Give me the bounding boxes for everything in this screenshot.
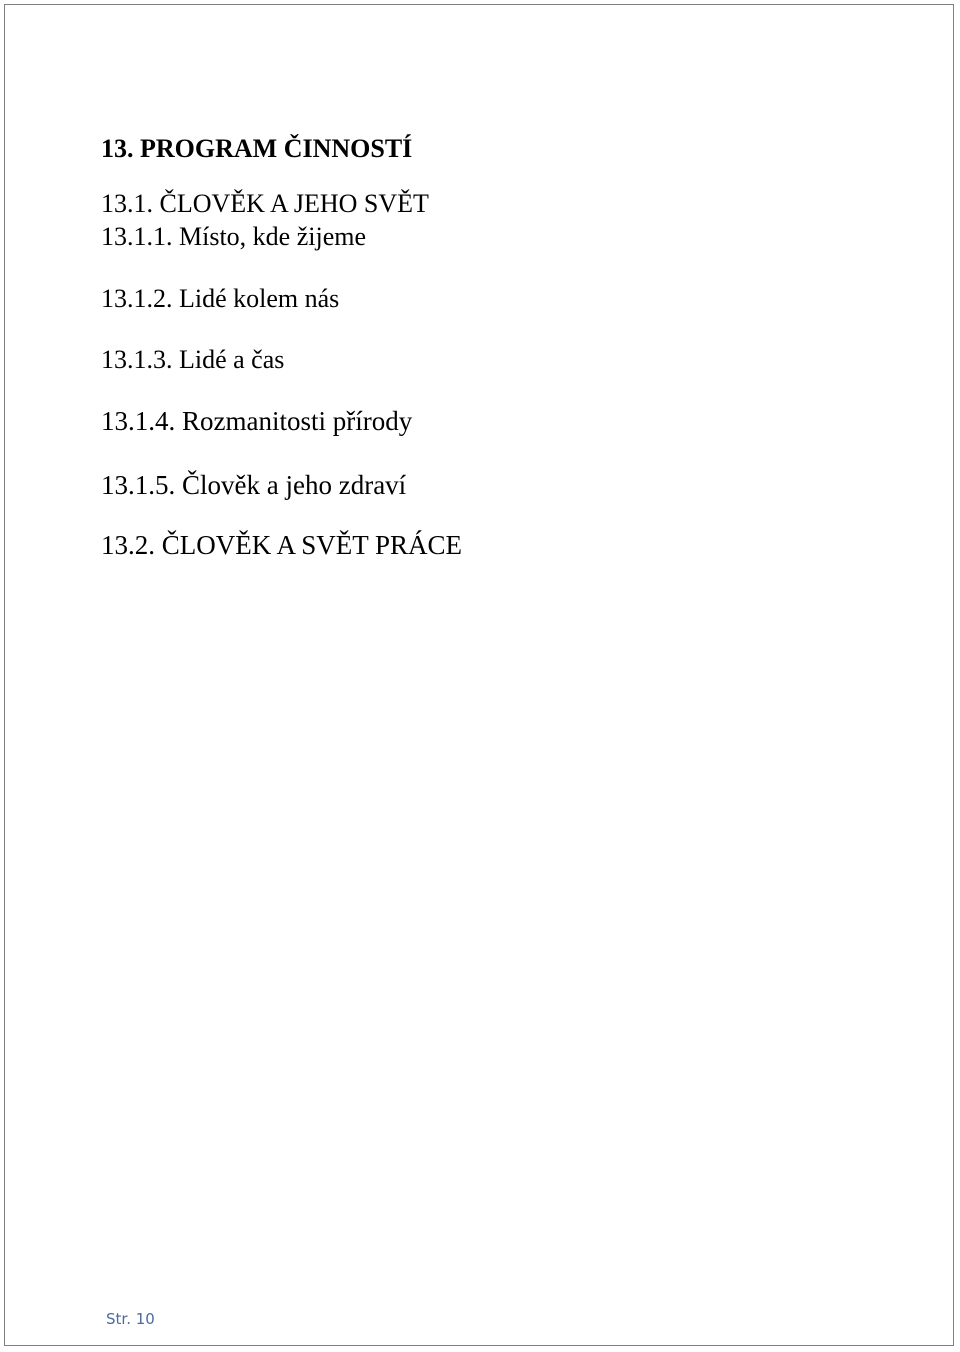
subsection-heading-2: 13.1.2. Lidé kolem nás — [101, 284, 340, 313]
page-number: Str. 10 — [106, 1310, 155, 1328]
section-heading-1: 13.1. ČLOVĚK A JEHO SVĚT — [101, 189, 429, 218]
chapter-title: 13. PROGRAM ČINNOSTÍ — [101, 134, 413, 163]
subsection-heading-4: 13.1.4. Rozmanitosti přírody — [101, 406, 413, 436]
section-heading-2: 13.2. ČLOVĚK A SVĚT PRÁCE — [101, 530, 463, 560]
subsection-heading-1: 13.1.1. Místo, kde žijeme — [101, 222, 367, 251]
subsection-heading-5: 13.1.5. Člověk a jeho zdraví — [101, 470, 407, 500]
subsection-heading-3: 13.1.3. Lidé a čas — [101, 345, 285, 374]
